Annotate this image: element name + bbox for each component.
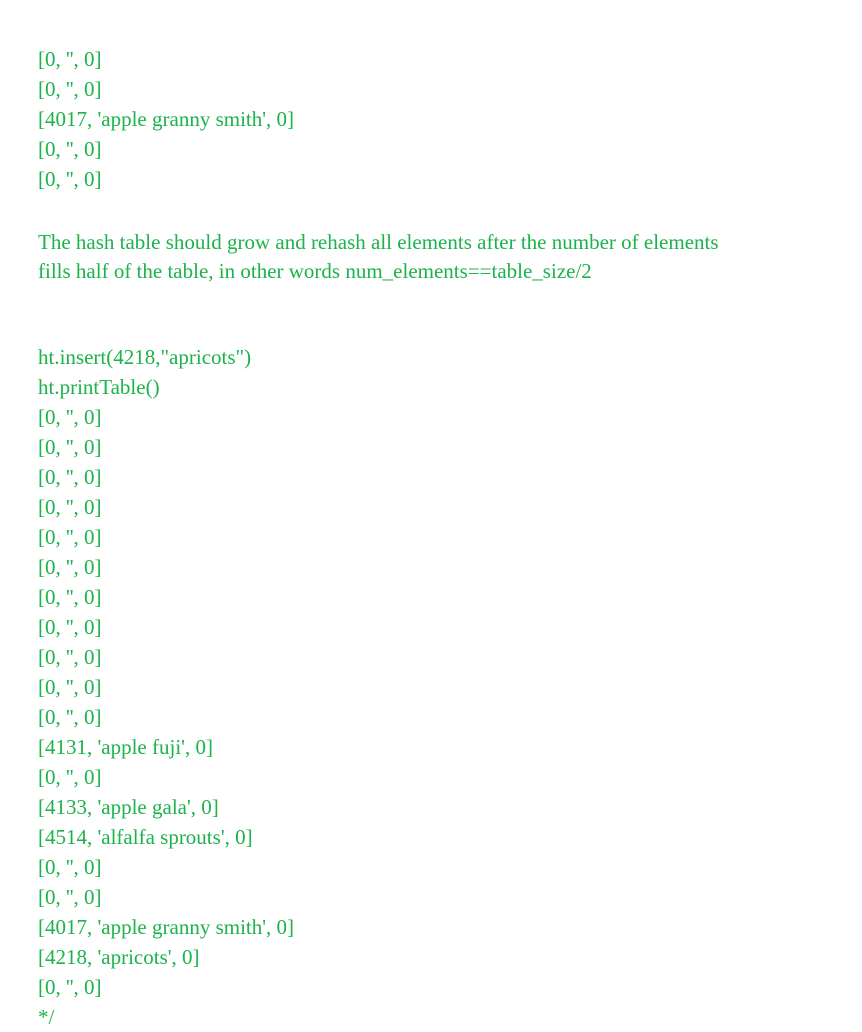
insert-statement: ht.insert(4218,"apricots") [38,345,252,369]
code-statements [38,342,838,402]
table-row: [4017, 'apple granny smith', 0] [38,107,295,131]
table-row: [0, '', 0] [38,555,102,579]
table-output-after [38,402,838,1002]
document-body [38,44,838,1032]
table-row: [0, '', 0] [38,615,102,639]
paragraph-line: The hash table should grow and rehash all elements after the number of elements [38,230,719,254]
table-row: [0, '', 0] [38,405,102,429]
table-row: [0, '', 0] [38,645,102,669]
table-row: [0, '', 0] [38,167,102,191]
table-row: [0, '', 0] [38,675,102,699]
instruction-paragraph [38,228,798,286]
table-row: [0, '', 0] [38,975,102,999]
table-row: [0, '', 0] [38,465,102,489]
table-row: [0, '', 0] [38,585,102,609]
table-row: [4514, 'alfalfa sprouts', 0] [38,825,253,849]
table-row: [4017, 'apple granny smith', 0] [38,915,295,939]
table-row: [0, '', 0] [38,765,102,789]
table-row: [0, '', 0] [38,525,102,549]
table-row: [0, '', 0] [38,47,102,71]
table-row: [0, '', 0] [38,137,102,161]
table-output-before [38,44,838,194]
table-row: [0, '', 0] [38,855,102,879]
table-row: [0, '', 0] [38,435,102,459]
table-row: [4131, 'apple fuji', 0] [38,735,213,759]
table-row: [0, '', 0] [38,705,102,729]
table-row: [0, '', 0] [38,77,102,101]
table-row: [4133, 'apple gala', 0] [38,795,219,819]
table-row: [0, '', 0] [38,495,102,519]
table-row: [0, '', 0] [38,885,102,909]
comment-end: */ [38,1005,55,1029]
paragraph-line: fills half of the table, in other words num_elements==table_size/2 [38,259,592,283]
table-row: [4218, 'apricots', 0] [38,945,200,969]
print-statement: ht.printTable() [38,375,160,399]
